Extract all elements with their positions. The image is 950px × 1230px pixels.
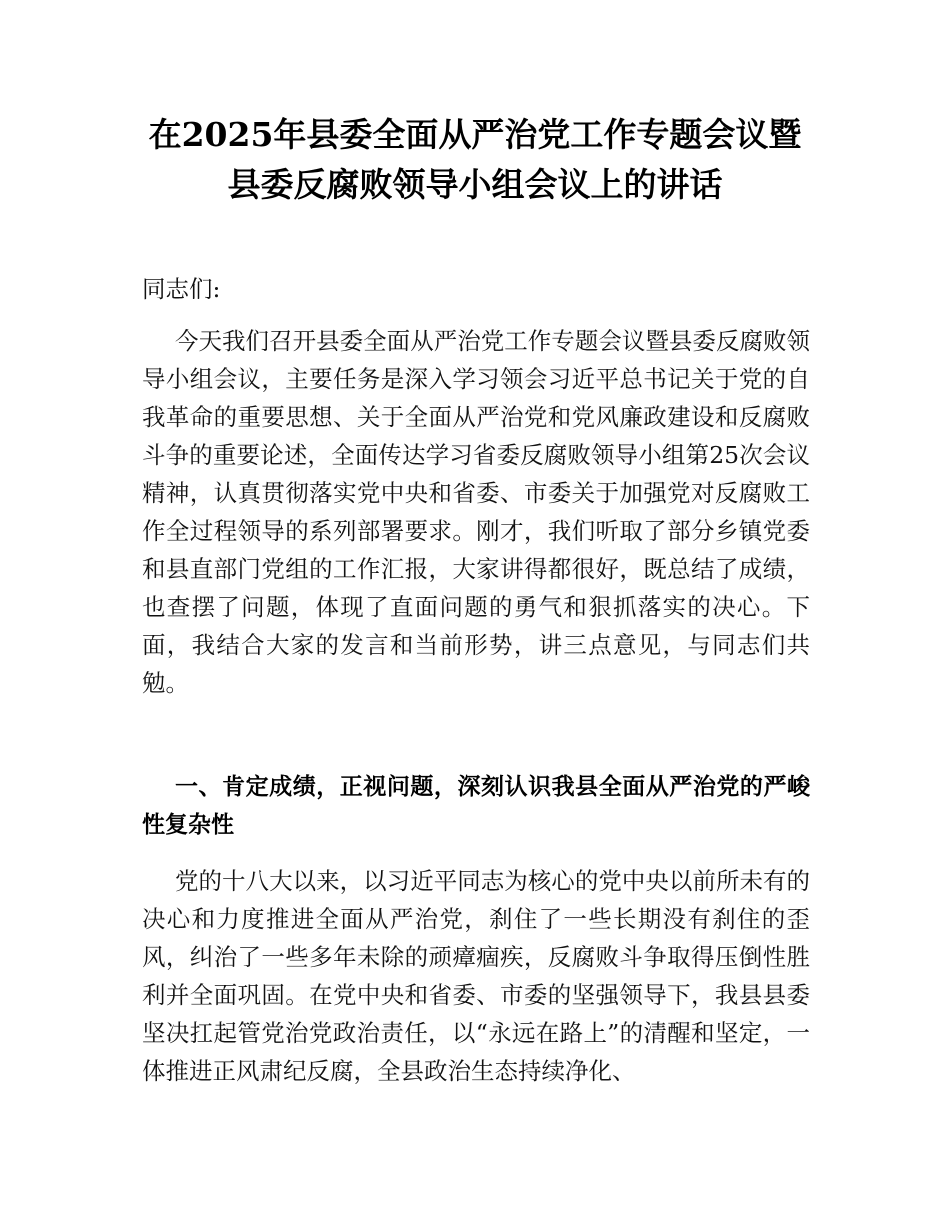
paragraph-intro: 今天我们召开县委全面从严治党工作专题会议暨县委反腐败领导小组会议，主要任务是深入学习领会习近平总书记关于党的自我革命的重要思想、关于全面从严治党和党风廉政建设和反腐败斗争的重要论述，全面传达学习省委反腐败领导小组第25次会议精神，认真贯彻落实党中央和省委、市委关于加强党对反腐败工作全过程领导的系列部署要求。刚才，我们听取了部分乡镇党委和县直部门党组的工作汇报，大家讲得都很好，既总结了成绩，也查摆了问题，体现了直面问题的勇气和狠抓落实的决心。下面，我结合大家的发言和当前形势，讲三点意见，与同志们共勉。: [142, 327, 810, 697]
paragraph-section-1: 党的十八大以来，以习近平同志为核心的党中央以前所未有的决心和力度推进全面从严治党，刹住了一些长期没有刹住的歪风，纠治了一些多年未除的顽瘴痼疾，反腐败斗争取得压倒性胜利并全面巩固。在党中央和省委、市委的坚强领导下，我县县委坚决扛起管党治党政治责任，以“永远在路上”的清醒和坚定，一体推进正风肃纪反腐，全县政治生态持续净化、: [142, 867, 810, 1085]
title-line-1: 在2025年县委全面从严治党工作专题会议暨: [148, 115, 802, 154]
section-heading-1: 一、肯定成绩，正视问题，深刻认识我县全面从严治党的严峻性复杂性: [142, 774, 810, 838]
salutation: 同志们:: [142, 275, 221, 303]
title-line-2: 县委反腐败领导小组会议上的讲话: [227, 165, 723, 204]
document-title: [120, 110, 830, 210]
